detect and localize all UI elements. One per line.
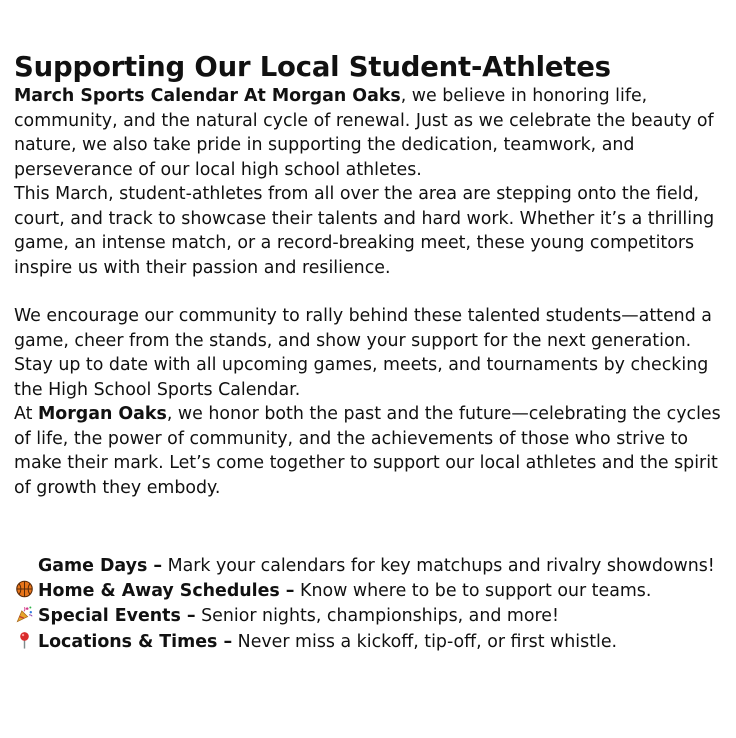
calendar-title: March Sports Calendar At Morgan Oaks: [14, 86, 401, 106]
list-item-title: Special Events –: [38, 606, 196, 627]
paragraph-4-text: , we honor both the past and the future—celebrating the cycles of life, the power of community, and the achievements of those who strive to make their mark. Let’s come together to support our local athletes and the spirit of growth they embody.: [14, 404, 721, 498]
spacer: [14, 500, 724, 554]
paragraph-4-prefix: At: [14, 404, 38, 424]
paragraph-3: We encourage our community to rally behind these talented students—attend a game, cheer from the stands, and show your support for the next generation. Stay up to date with all upcoming games, meets, and tournaments by checking the High School Sports Calendar.: [14, 306, 712, 400]
list-item-text: Never miss a kickoff, tip-off, or first whistle.: [232, 631, 618, 652]
brand-name: Morgan Oaks: [37, 404, 167, 424]
feature-list: [14, 554, 724, 655]
basketball-icon: [14, 580, 35, 598]
page-title: Supporting Our Local Student-Athletes: [14, 51, 611, 83]
list-item-schedules: [14, 579, 724, 604]
list-item-text: Mark your calendars for key matchups and rivalry showdowns!: [162, 556, 715, 576]
intro-paragraph: [14, 84, 724, 182]
list-item-title: Home & Away Schedules –: [38, 581, 295, 602]
spacer: [14, 280, 724, 304]
paragraph-2: This March, student-athletes from all over the area are stepping onto the field, court, and track to showcase their talents and hard work. Whether it’s a thrilling game, an intense match, or a record-breaking meet, these young competitors inspire us with their passion and resilience.: [14, 184, 715, 278]
list-item-special-events: [14, 604, 724, 629]
paragraph-4: [14, 402, 724, 500]
party-popper-icon: [14, 605, 35, 623]
intro-text: , we believe in honoring life, community, and the natural cycle of renewal. Just as we celebrate the beauty of nature, we also take pride in supporting the dedication, teamwork, and perseverance of our local high school athletes.: [14, 86, 714, 180]
list-item-locations: [14, 630, 724, 655]
list-item-text: Know where to be to support our teams.: [294, 581, 652, 602]
list-item-title: Game Days –: [38, 556, 163, 576]
list-item-text: Senior nights, championships, and more!: [195, 606, 559, 627]
list-item-title: Locations & Times –: [38, 631, 233, 652]
round-pushpin-icon: [14, 631, 35, 649]
list-item-game-days: [14, 554, 724, 579]
